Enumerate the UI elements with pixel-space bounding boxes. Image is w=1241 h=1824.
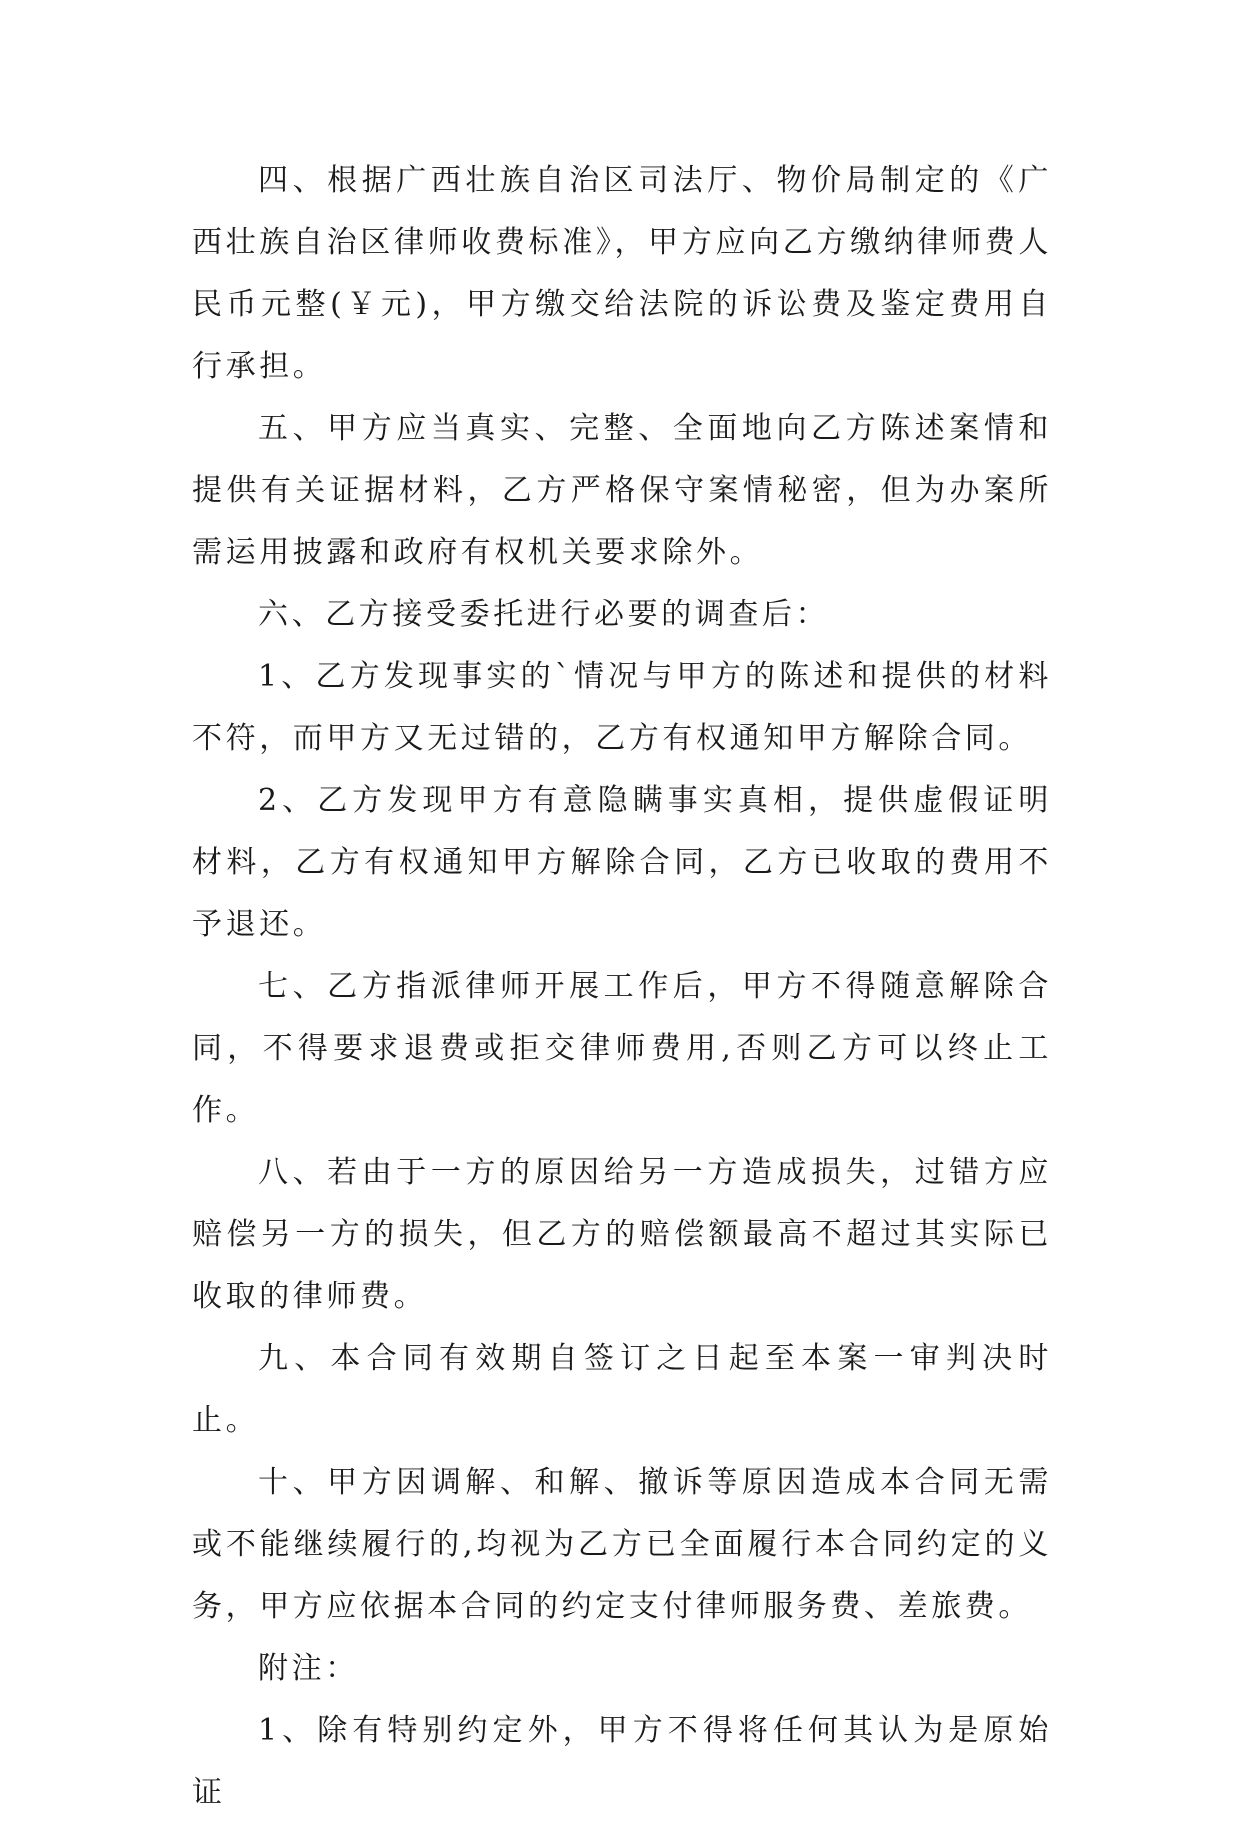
- clause-four: 四、根据广西壮族自治区司法厅、物价局制定的《广西壮族自治区律师收费标准》，甲方应向乙方缴纳律师费人民币元整(￥元)，甲方缴交给法院的诉讼费及鉴定费用自行承担。: [192, 163, 1052, 384]
- clause-nine: 九、本合同有效期自签订之日起至本案一审判决时止。: [192, 1341, 1052, 1438]
- clause-six: 六、乙方接受委托进行必要的调查后：: [258, 597, 830, 632]
- document-body: [192, 150, 1052, 1824]
- clause-ten: 十、甲方因调解、和解、撤诉等原因造成本合同无需或不能继续履行的,均视为乙方已全面履行本合同约定的义务，甲方应依据本合同的约定支付律师服务费、差旅费。: [192, 1465, 1052, 1624]
- clause-five: 五、甲方应当真实、完整、全面地向乙方陈述案情和提供有关证据材料，乙方严格保守案情秘密，但为办案所需运用披露和政府有权机关要求除外。: [192, 411, 1052, 570]
- clause-six-item-2: 2、乙方发现甲方有意隐瞒事实真相，提供虚假证明材料，乙方有权通知甲方解除合同，乙方已收取的费用不予退还。: [192, 783, 1052, 942]
- clause-seven: 七、乙方指派律师开展工作后，甲方不得随意解除合同，不得要求退费或拒交律师费用,否则乙方可以终止工作。: [192, 969, 1052, 1128]
- note-item-1: 1、除有特别约定外，甲方不得将任何其认为是原始证: [192, 1713, 1052, 1810]
- clause-eight: 八、若由于一方的原因给另一方造成损失，过错方应赔偿另一方的损失，但乙方的赔偿额最高不超过其实际已收取的律师费。: [192, 1155, 1052, 1314]
- clause-six-item-1: 1、乙方发现事实的`情况与甲方的陈述和提供的材料不符，而甲方又无过错的，乙方有权通知甲方解除合同。: [192, 659, 1052, 756]
- note-heading: 附注：: [258, 1651, 359, 1686]
